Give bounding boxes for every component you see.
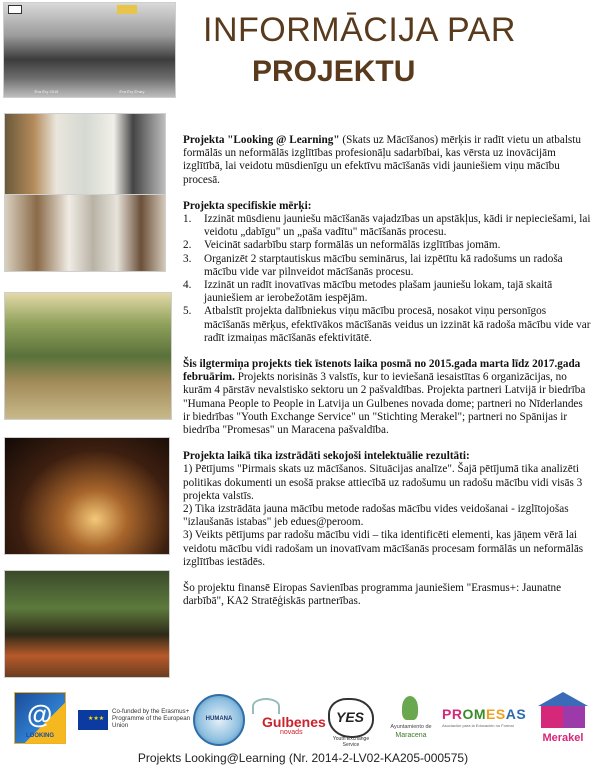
- promesas-logo: PROMESAS Asociación para la Educación no Formal: [442, 706, 527, 728]
- erasmus-plus-logo: ★★★ Co-funded by the Erasmus+ Programme of the European Union: [78, 702, 188, 734]
- figure-icon: [402, 696, 418, 720]
- outdoor-lights-photo: [4, 570, 170, 678]
- classroom-photo-1: [4, 113, 166, 197]
- result-item-1: 1) Pētījums "Pirmais skats uz mācīšanos. Situācijas analīze". Šajā pētījumā tika analizēti politikas dokumenti un esošā prakse attiecībā uz radošumu un radošu mācību vidi visās 3 projekta valstīs.: [183, 463, 583, 502]
- group-photo-caption: Ёта Ёгу 2015 Ёта Ёгу Ётагу: [34, 89, 145, 94]
- partner-logos: [0, 690, 606, 750]
- eu-flag-icon: ★★★: [78, 710, 108, 730]
- park-photo: [4, 292, 172, 420]
- project-number-caption: Projekts Looking@Learning (Nr. 2014-2-LV02-KA205-000575): [137, 751, 469, 765]
- result-item-3: 3) Veikts pētījums par radošu mācību vidi – tika identificēti elementi, kas jāņem vērā lai veidotu mācību vidi radošam un inovatīvam mācīšanās procesam formālās un neformālās izglītības iestādēs.: [183, 529, 584, 568]
- period-paragraph: Šis ilgtermiņa projekts tiek īstenots laika posmā no 2015.gada marta līdz 2017.gada februārim. Projekts norisinās 3 valstīs, kur to ieviešanā iesaistītas 6 organizācijas, no kurām 4 pārstāv nevalstisko sektoru un 2 pašvaldības. Projekta partneri Latvijā ir biedrība "Humana People to People in Latvija un Gulbenes novada dome; partneri no Nīderlandes ir biedrības "Youth Exchange Service" un "Stichting Merakel"; partneri no Spānijas ir biedrība "Promesas" un Maracena pašvaldība.: [183, 358, 586, 437]
- goal-item: 5. Atbalstīt projekta dalībniekus viņu mācību procesā, nosakot viņu personīgos mācīšanās mērķus, efektīvākos mācīšanās veidus un izzināt kā radoša mācību vide var radīt izmaiņas mācīšanās efektivitātē.: [183, 305, 591, 344]
- funding-paragraph: Šo projektu finansē Eiropas Savienības programma jauniešiem "Erasmus+: Jaunatne darbībā", KA2 Stratēģiskās partnerības.: [183, 582, 562, 608]
- title-line-1: INFORMĀCIJA PAR: [203, 11, 516, 49]
- house-roof-icon: [538, 692, 588, 706]
- title-line-2: PROJEKTU: [252, 55, 416, 88]
- page-title: [203, 10, 593, 90]
- result-item-2: 2) Tika izstrādāta jauna mācību metode radošas mācību vides veidošanai - izglītojošas "izlaušanās istabas" jeb edues@peroom.: [183, 503, 569, 529]
- results-heading: Projekta laikā tika izstrādāti sekojoši intelektuālie rezultāti:: [183, 450, 470, 463]
- intro-paragraph: Projekta "Looking @ Learning" (Skats uz Mācīšanos) mērķis ir radīt vietu un atbalstu formālās un neformālās izglītības profesionāļu sadarbībai, kas vērsta uz inovācijām izglītībā, lai veidotu mūsdienīgu un efektīvu mācīšanās vidi jauniešiem viņu mācību procesā.: [183, 134, 581, 186]
- group-photo: [3, 2, 176, 98]
- flag-icon: [8, 5, 22, 14]
- goal-item: 1. Izzināt mūsdienu jauniešu mācīšanās vajadzības un apstākļus, kādi ir nepieciešami, lai veidotu „dabīgu" un „paša vadītu" mācīšanās procesu.: [183, 213, 591, 239]
- gulbene-logo: Gulbenes novads: [252, 698, 324, 740]
- bird-icon: [252, 698, 280, 714]
- merakel-logo: Merakel: [533, 692, 593, 748]
- youth-exchange-service-logo: YES Youth Exchange Service: [328, 698, 374, 738]
- humana-logo: HUMANA: [193, 694, 245, 746]
- banner-icon: [117, 5, 137, 14]
- maracena-logo: Ayuntamiento de Maracena: [384, 696, 438, 748]
- looking-at-learning-logo: @ LOOKING: [14, 692, 66, 744]
- goals-heading: Projekta specifiskie mērķi:: [183, 199, 312, 212]
- goal-item: 3. Organizēt 2 starptautiskus mācību seminārus, lai izpētītu kā radošums un radoša mācību vide var pilnveidot mācīšanās procesu.: [183, 252, 563, 278]
- classroom-photo-2: [4, 194, 166, 272]
- goal-item: 4. Izzināt un radīt inovatīvas mācību metodes plašam jauniešu lokam, tajā skaitā jauniešiem ar ierobežotām iespējām.: [183, 279, 553, 305]
- candlelight-photo: [4, 437, 170, 555]
- article-body: [183, 134, 591, 609]
- goal-item: 2. Veicināt sadarbību starp formālās un neformālās izglītības jomām.: [183, 239, 501, 252]
